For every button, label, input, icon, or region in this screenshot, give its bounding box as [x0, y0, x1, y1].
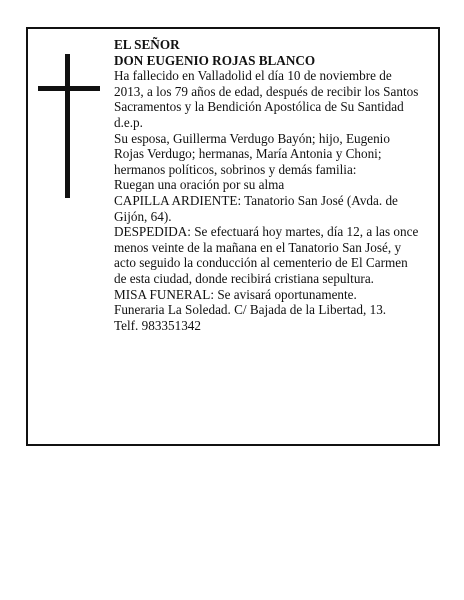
obituary-farewell: DESPEDIDA: Se efectuará hoy martes, día 12, a las once menos veinte de la mañana en el Tanatorio San José, y acto seguido la conducción al cementerio de El Carmen de esta ciudad, donde recibirá cristiana sepultura.: [114, 224, 419, 286]
obituary-deceased-name: DON EUGENIO ROJAS BLANCO: [114, 52, 316, 68]
obituary-funeral-home: Funeraria La Soledad. C/ Bajada de la Libertad, 13.: [114, 302, 387, 318]
cross-vertical-bar: [65, 54, 70, 198]
obituary-family: Su esposa, Guillerma Verdugo Bayón; hijo, Eugenio Rojas Verdugo; hermanas, María Antonia y Choni; hermanos políticos, sobrinos y demás familia:: [114, 130, 390, 177]
obituary-rip: d.e.p.: [114, 114, 143, 130]
obituary-wake: CAPILLA ARDIENTE: Tanatorio San José (Avda. de Gijón, 64).: [114, 192, 398, 224]
cross-horizontal-bar: [38, 86, 100, 91]
obituary-death-announcement: Ha fallecido en Valladolid el día 10 de noviembre de 2013, a los 79 años de edad, después de recibir los Santos Sacramentos y la Bendición Apostólica de Su Santidad: [114, 68, 419, 115]
cross-icon: [38, 54, 100, 198]
obituary-text: [114, 37, 420, 333]
obituary-prayer-request: Ruegan una oración por su alma: [114, 177, 285, 193]
obituary-funeral-mass: MISA FUNERAL: Se avisará oportunamente.: [114, 286, 357, 302]
obituary-phone: Telf. 983351342: [114, 317, 201, 333]
obituary-title-line1: EL SEÑOR: [114, 37, 180, 52]
